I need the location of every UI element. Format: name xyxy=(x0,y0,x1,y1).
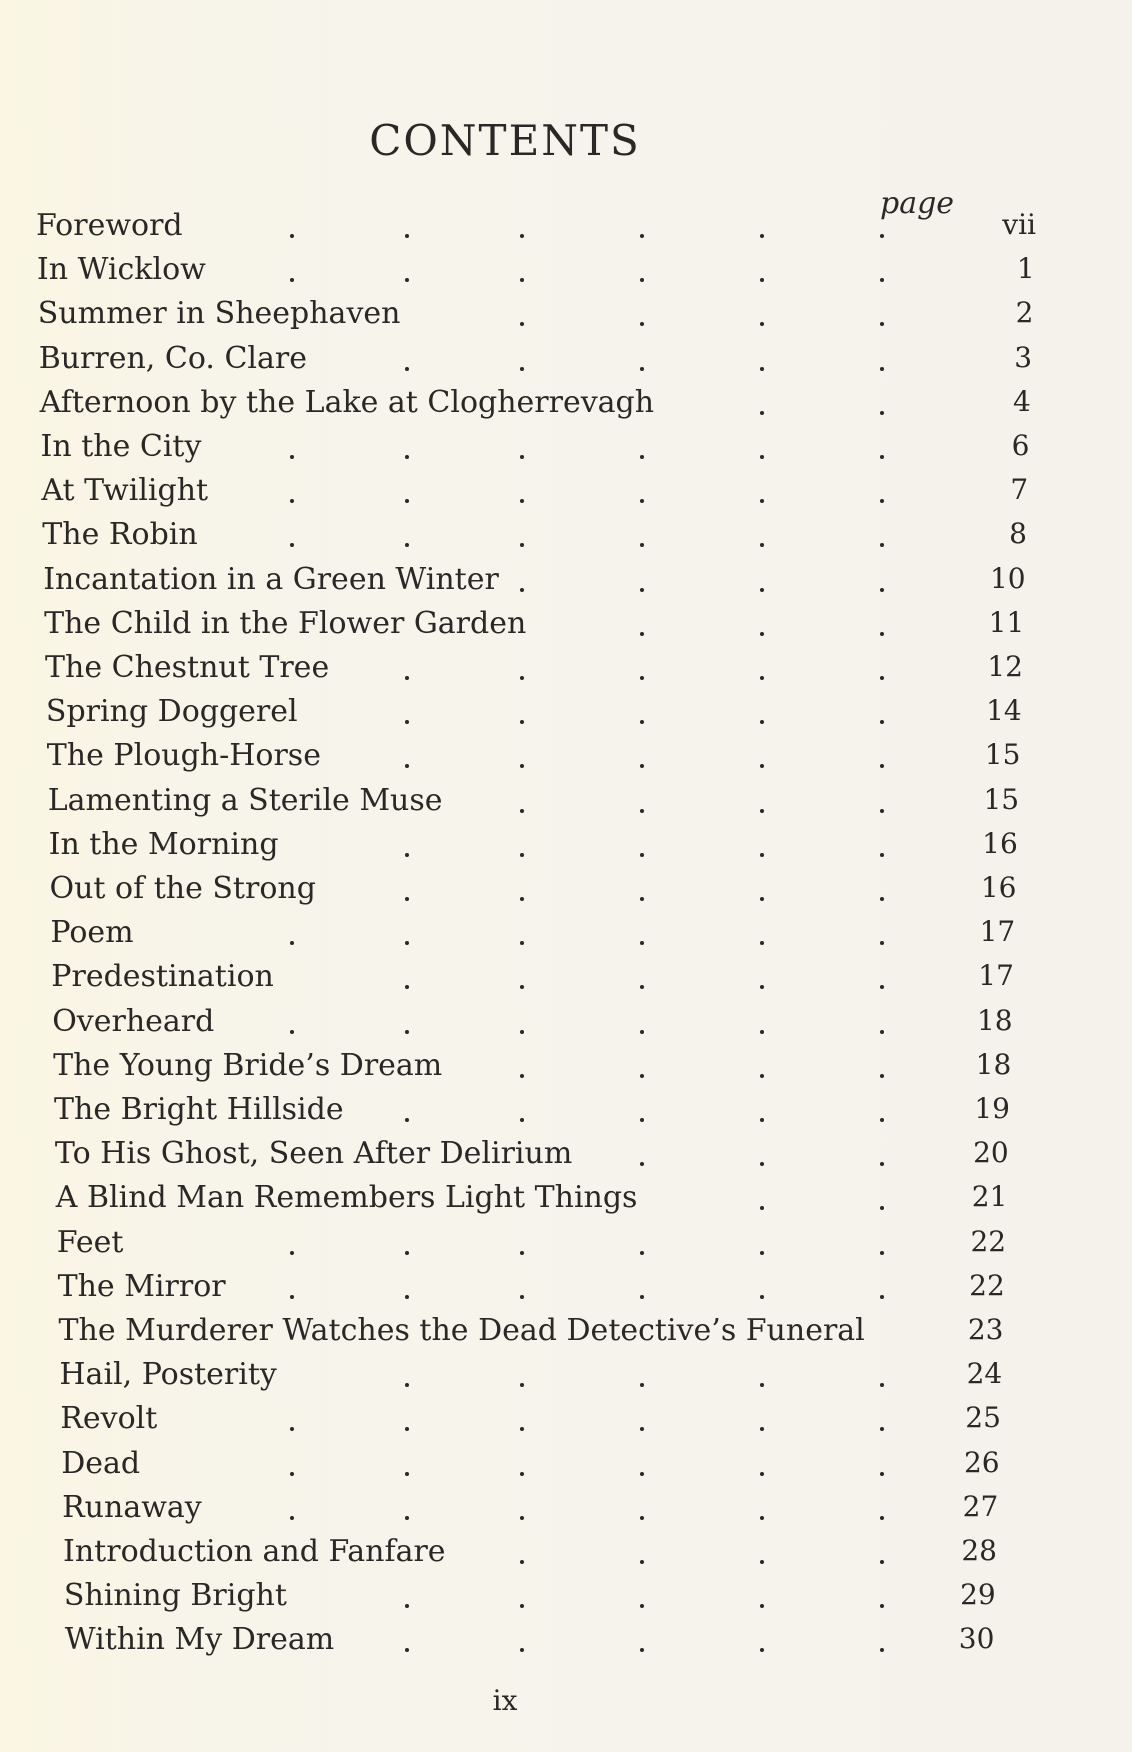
toc-entry-page: 15 xyxy=(984,738,1021,772)
leader-dot xyxy=(405,1383,409,1387)
leader-dot xyxy=(520,941,524,945)
leader-dot xyxy=(405,455,409,459)
toc-entry-page: 28 xyxy=(961,1534,997,1567)
leader-dot xyxy=(290,278,294,282)
leader-dot xyxy=(405,1251,409,1255)
leader-dot xyxy=(290,499,294,503)
leader-dot xyxy=(640,897,644,901)
leader-dot xyxy=(880,1162,884,1166)
toc-entry-title: Feet xyxy=(56,1224,124,1260)
leader-dot xyxy=(405,234,409,238)
leader-dot xyxy=(760,588,764,592)
leader-dot xyxy=(880,676,884,680)
leader-dot xyxy=(405,1118,409,1122)
toc-entry-page: 22 xyxy=(970,1224,1007,1258)
toc-row xyxy=(53,1048,1053,1088)
leader-dot xyxy=(290,543,294,547)
toc-entry-page: 6 xyxy=(1011,429,1030,462)
toc-entry-title: Runaway xyxy=(62,1489,202,1525)
leader-dot xyxy=(640,1560,644,1564)
toc-entry-title: Burren, Co. Clare xyxy=(38,340,307,376)
leader-dot xyxy=(405,499,409,503)
leader-dot xyxy=(520,499,524,503)
leader-dot xyxy=(760,367,764,371)
toc-row xyxy=(49,827,1049,867)
toc-row xyxy=(40,385,1040,425)
leader-dot xyxy=(640,853,644,857)
leader-dot xyxy=(760,720,764,724)
leader-dot xyxy=(520,985,524,989)
toc-entry-page: 17 xyxy=(979,915,1016,949)
leader-dot xyxy=(760,1030,764,1034)
toc-entry-title: The Bright Hillside xyxy=(54,1092,344,1127)
leader-dot xyxy=(640,1162,644,1166)
leader-dot xyxy=(760,499,764,503)
leader-dot xyxy=(760,632,764,636)
toc-row xyxy=(65,1622,1065,1662)
leader-dot xyxy=(520,278,524,282)
leader-dot xyxy=(290,1295,294,1299)
leader-dot xyxy=(640,676,644,680)
toc-row xyxy=(64,1578,1064,1618)
leader-dot xyxy=(760,322,764,326)
toc-row xyxy=(45,650,1045,690)
leader-dot xyxy=(760,676,764,680)
toc-entry-page: 29 xyxy=(960,1578,996,1612)
leader-dot xyxy=(405,985,409,989)
leader-dot xyxy=(640,632,644,636)
leader-dot xyxy=(405,1472,409,1476)
leader-dot xyxy=(520,1295,524,1299)
leader-dot xyxy=(880,1516,884,1520)
leader-dot xyxy=(880,764,884,768)
leader-dot xyxy=(760,1251,764,1255)
toc-entry-title: Revolt xyxy=(60,1401,158,1437)
leader-dot xyxy=(640,1030,644,1034)
toc-entry-title: The Young Bride’s Dream xyxy=(53,1047,443,1083)
leader-dot xyxy=(640,367,644,371)
toc-entry-title: Poem xyxy=(50,915,134,951)
leader-dot xyxy=(405,720,409,724)
leader-dot xyxy=(640,1427,644,1431)
toc-entry-page: 2 xyxy=(1015,296,1034,330)
toc-entry-page: 22 xyxy=(969,1268,1005,1302)
toc-entry-title: To His Ghost, Seen After Delirium xyxy=(54,1136,573,1172)
leader-dot xyxy=(520,1427,524,1431)
leader-dot xyxy=(290,455,294,459)
leader-dot xyxy=(760,1206,764,1210)
toc-row xyxy=(41,473,1041,513)
leader-dot xyxy=(640,764,644,768)
leader-dot xyxy=(880,1472,884,1476)
leader-dot xyxy=(880,1560,884,1564)
toc-entry-title: Out of the Strong xyxy=(49,871,316,906)
leader-dot xyxy=(880,543,884,547)
toc-entry-page: 24 xyxy=(966,1357,1003,1391)
leader-dot xyxy=(880,588,884,592)
leader-dot xyxy=(520,853,524,857)
toc-row xyxy=(63,1534,1063,1574)
leader-dot xyxy=(640,1251,644,1255)
leader-dot xyxy=(640,985,644,989)
leader-dot xyxy=(760,1516,764,1520)
toc-entry-title: Incantation in a Green Winter xyxy=(43,561,499,597)
leader-dot xyxy=(640,499,644,503)
leader-dot xyxy=(880,499,884,503)
leader-dot xyxy=(640,1074,644,1078)
toc-row xyxy=(57,1225,1057,1265)
leader-dot xyxy=(640,1472,644,1476)
leader-dot xyxy=(290,1030,294,1034)
leader-dot xyxy=(290,1472,294,1476)
leader-dot xyxy=(880,234,884,238)
leader-dot xyxy=(520,367,524,371)
leader-dot xyxy=(880,897,884,901)
leader-dot xyxy=(640,234,644,238)
leader-dot xyxy=(640,278,644,282)
leader-dot xyxy=(405,676,409,680)
toc-row xyxy=(54,1092,1054,1132)
toc-entry-page: 15 xyxy=(983,782,1020,816)
toc-entry-title: Lamenting a Sterile Muse xyxy=(47,782,443,818)
leader-dot xyxy=(405,1295,409,1299)
leader-dot xyxy=(880,1118,884,1122)
toc-entry-title: Foreword xyxy=(36,208,183,243)
leader-dot xyxy=(880,809,884,813)
toc-row xyxy=(37,252,1037,292)
toc-entry-title: The Robin xyxy=(42,517,198,553)
leader-dot xyxy=(405,543,409,547)
toc-entry-title: In the Morning xyxy=(48,826,279,862)
toc-entry-page: 17 xyxy=(978,959,1014,993)
leader-dot xyxy=(760,1118,764,1122)
leader-dot xyxy=(520,720,524,724)
leader-dot xyxy=(405,1516,409,1520)
leader-dot xyxy=(405,1427,409,1431)
leader-dot xyxy=(640,1383,644,1387)
leader-dot xyxy=(520,1604,524,1608)
toc-entry-page: 26 xyxy=(963,1445,1000,1479)
toc-entry-page: 16 xyxy=(980,871,1017,904)
leader-dot xyxy=(760,764,764,768)
leader-dot xyxy=(290,234,294,238)
toc-entry-page: 1 xyxy=(1016,252,1035,286)
leader-dot xyxy=(520,809,524,813)
leader-dot xyxy=(520,543,524,547)
leader-dot xyxy=(880,455,884,459)
toc-entry-page: 8 xyxy=(1009,517,1027,551)
toc-entry-title: Afternoon by the Lake at Clogherrevagh xyxy=(39,384,655,420)
toc-entry-title: Predestination xyxy=(51,959,274,995)
leader-dot xyxy=(880,1251,884,1255)
leader-dot xyxy=(880,1604,884,1608)
leader-dot xyxy=(880,720,884,724)
toc-row xyxy=(59,1357,1059,1397)
leader-dot xyxy=(520,322,524,326)
toc-row xyxy=(43,562,1043,602)
leader-dot xyxy=(760,278,764,282)
toc-entry-page: 14 xyxy=(986,694,1022,728)
toc-entry-page: 19 xyxy=(974,1092,1010,1125)
leader-dot xyxy=(880,632,884,636)
toc-row xyxy=(42,517,1042,557)
toc-entry-title: The Chestnut Tree xyxy=(45,650,330,685)
leader-dot xyxy=(640,809,644,813)
leader-dot xyxy=(520,1648,524,1652)
leader-dot xyxy=(760,897,764,901)
toc-row xyxy=(51,959,1051,999)
toc-row xyxy=(48,783,1048,823)
leader-dot xyxy=(405,853,409,857)
toc-entry-title: A Blind Man Remembers Light Things xyxy=(55,1180,638,1216)
leader-dot xyxy=(640,455,644,459)
toc-entry-title: Spring Doggerel xyxy=(45,694,298,730)
leader-dot xyxy=(760,1427,764,1431)
toc-row xyxy=(47,738,1047,778)
toc-entry-page: 10 xyxy=(989,561,1026,595)
page-column-label: page xyxy=(880,186,955,221)
leader-dot xyxy=(520,897,524,901)
leader-dot xyxy=(880,941,884,945)
leader-dot xyxy=(520,676,524,680)
leader-dot xyxy=(640,588,644,592)
leader-dot xyxy=(760,1604,764,1608)
leader-dot xyxy=(520,764,524,768)
leader-dot xyxy=(880,1074,884,1078)
leader-dot xyxy=(760,543,764,547)
leader-dot xyxy=(640,1516,644,1520)
toc-entry-page: 4 xyxy=(1012,384,1031,418)
page-folio: ix xyxy=(492,1684,518,1717)
toc-row xyxy=(44,606,1044,646)
toc-row xyxy=(62,1490,1062,1530)
toc-entry-page: 18 xyxy=(976,1003,1013,1037)
toc-entry-page: vii xyxy=(1002,208,1036,241)
toc-row xyxy=(59,1313,1059,1353)
leader-dot xyxy=(520,1516,524,1520)
toc-entry-page: 30 xyxy=(958,1622,995,1656)
toc-row xyxy=(56,1180,1056,1220)
leader-dot xyxy=(520,1472,524,1476)
leader-dot xyxy=(760,455,764,459)
leader-dot xyxy=(640,720,644,724)
toc-entry-title: The Murderer Watches the Dead Detective’s Funeral xyxy=(58,1313,865,1348)
leader-dot xyxy=(760,1295,764,1299)
leader-dot xyxy=(760,411,764,415)
leader-dot xyxy=(290,941,294,945)
toc-row xyxy=(52,1004,1052,1044)
toc-row xyxy=(61,1446,1061,1486)
toc-entry-page: 25 xyxy=(965,1401,1001,1435)
toc-entry-page: 23 xyxy=(967,1313,1004,1346)
toc-entry-title: Within My Dream xyxy=(64,1622,335,1658)
leader-dot xyxy=(520,588,524,592)
leader-dot xyxy=(405,367,409,371)
leader-dot xyxy=(405,1030,409,1034)
leader-dot xyxy=(640,322,644,326)
toc-entry-title: Hail, Posterity xyxy=(59,1357,277,1393)
leader-dot xyxy=(880,411,884,415)
leader-dot xyxy=(880,1383,884,1387)
toc-entry-page: 16 xyxy=(982,826,1018,860)
leader-dot xyxy=(640,1118,644,1122)
leader-dot xyxy=(405,941,409,945)
leader-dot xyxy=(880,367,884,371)
leader-dot xyxy=(760,1648,764,1652)
toc-row xyxy=(50,871,1050,911)
leader-dot xyxy=(760,1560,764,1564)
leader-dot xyxy=(880,1427,884,1431)
leader-dot xyxy=(880,1648,884,1652)
leader-dot xyxy=(405,764,409,768)
leader-dot xyxy=(760,809,764,813)
toc-row xyxy=(50,915,1050,955)
leader-dot xyxy=(405,1604,409,1608)
toc-entry-page: 3 xyxy=(1014,340,1033,374)
leader-dot xyxy=(880,278,884,282)
leader-dot xyxy=(880,322,884,326)
toc-entry-page: 27 xyxy=(962,1489,999,1523)
leader-dot xyxy=(520,1251,524,1255)
toc-entry-page: 11 xyxy=(988,605,1025,639)
leader-dot xyxy=(290,1427,294,1431)
leader-dot xyxy=(760,1162,764,1166)
leader-dot xyxy=(520,455,524,459)
toc-entry-page: 12 xyxy=(987,650,1023,683)
toc-row xyxy=(38,296,1038,336)
leader-dot xyxy=(290,1251,294,1255)
leader-dot xyxy=(405,278,409,282)
leader-dot xyxy=(640,1295,644,1299)
toc-row xyxy=(41,429,1041,469)
leader-dot xyxy=(640,1648,644,1652)
toc-row xyxy=(58,1269,1058,1309)
toc-entry-page: 18 xyxy=(975,1047,1012,1081)
leader-dot xyxy=(640,543,644,547)
leader-dot xyxy=(520,1074,524,1078)
leader-dot xyxy=(520,234,524,238)
toc-entry-title: The Plough-Horse xyxy=(46,738,321,774)
leader-dot xyxy=(405,897,409,901)
leader-dot xyxy=(290,1516,294,1520)
leader-dot xyxy=(760,853,764,857)
leader-dot xyxy=(640,941,644,945)
leader-dot xyxy=(405,1648,409,1652)
toc-entry-page: 21 xyxy=(971,1180,1008,1214)
leader-dot xyxy=(760,1383,764,1387)
toc-entry-page: 20 xyxy=(973,1136,1009,1170)
leader-dot xyxy=(760,234,764,238)
toc-entry-title: The Mirror xyxy=(57,1268,226,1304)
toc-entry-title: Summer in Sheephaven xyxy=(37,296,401,332)
toc-row xyxy=(46,694,1046,734)
toc-entry-title: Dead xyxy=(61,1445,141,1481)
toc-entry-title: In the City xyxy=(40,429,202,464)
page-title: CONTENTS xyxy=(369,116,641,166)
leader-dot xyxy=(520,1383,524,1387)
toc-entry-title: Overheard xyxy=(52,1003,215,1039)
leader-dot xyxy=(880,1295,884,1299)
leader-dot xyxy=(520,1030,524,1034)
toc-entry-title: Shining Bright xyxy=(63,1578,287,1614)
leader-dot xyxy=(880,1206,884,1210)
leader-dot xyxy=(880,853,884,857)
toc-row xyxy=(55,1136,1055,1176)
toc-row xyxy=(60,1401,1060,1441)
toc-entry-page: 7 xyxy=(1010,473,1029,507)
leader-dot xyxy=(640,1604,644,1608)
toc-row xyxy=(39,341,1039,381)
leader-dot xyxy=(760,1472,764,1476)
leader-dot xyxy=(520,1560,524,1564)
toc-entry-title: In Wicklow xyxy=(36,252,206,288)
leader-dot xyxy=(880,985,884,989)
leader-dot xyxy=(760,985,764,989)
toc-entry-title: Introduction and Fanfare xyxy=(63,1534,446,1569)
leader-dot xyxy=(760,1074,764,1078)
leader-dot xyxy=(520,1118,524,1122)
leader-dot xyxy=(760,941,764,945)
toc-entry-title: At Twilight xyxy=(41,473,209,509)
toc-row xyxy=(36,208,1036,248)
toc-entry-title: The Child in the Flower Garden xyxy=(44,605,527,641)
leader-dot xyxy=(880,1030,884,1034)
